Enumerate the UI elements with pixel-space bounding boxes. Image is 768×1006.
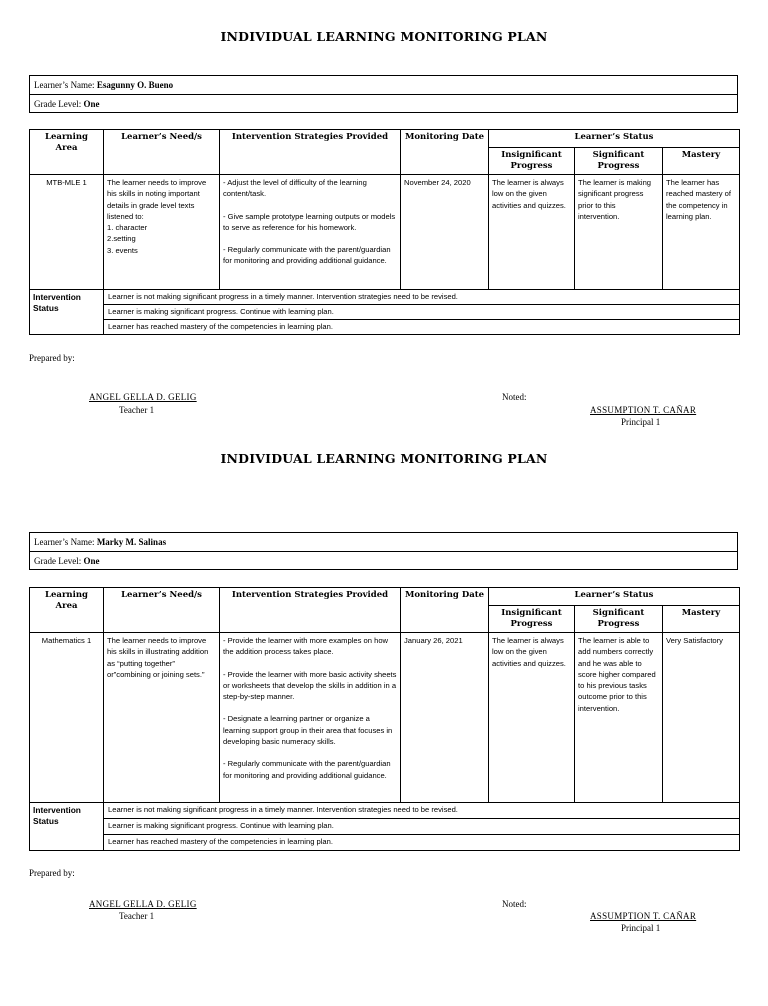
need-item: 2.setting xyxy=(107,234,136,244)
principal-role: Principal 1 xyxy=(621,923,661,933)
principal-name: ASSUMPTION T. CAÑAR xyxy=(590,911,697,921)
principal-role: Principal 1 xyxy=(621,417,661,427)
header-learner-status: Learner’s Status xyxy=(489,130,740,148)
status-option-continue: Learner is making significant progress. Continue with learning plan. xyxy=(104,819,740,835)
header-insignificant-progress: Insignificant Progress xyxy=(489,148,575,175)
grade-level-label: Grade Level: xyxy=(34,99,82,109)
header-strategies: Intervention Strategies Provided xyxy=(220,588,401,633)
header-significant-progress: Significant Progress xyxy=(575,148,663,175)
strategy-item: - Provide the learner with more examples on how the addition process takes place. xyxy=(223,636,389,657)
learner-name-row xyxy=(30,76,737,94)
insignificant-cell: The learner is always low on the given activities and quizzes. xyxy=(489,175,575,290)
strategy-item: - Designate a learning partner or organize a learning support group in their area that focuses in developing basic numeracy skills. xyxy=(223,714,393,747)
header-learning-area: Learning Area xyxy=(30,130,104,175)
mastery-cell: The learner has reached mastery of the competency in learning plan. xyxy=(663,175,740,290)
header-needs: Learner’s Need/s xyxy=(104,130,220,175)
noted-label: Noted: xyxy=(502,392,527,402)
significant-cell: The learner is able to add numbers correctly and he was able to score higher compared to his previous tasks outcome prior to this intervention. xyxy=(575,633,663,803)
monitoring-date-cell: November 24, 2020 xyxy=(401,175,489,290)
grade-level-value: One xyxy=(83,556,100,566)
insignificant-cell: The learner is always low on the given activities and quizzes. xyxy=(489,633,575,803)
header-significant-progress: Significant Progress xyxy=(575,606,663,633)
plan-title: INDIVIDUAL LEARNING MONITORING PLAN xyxy=(220,29,548,44)
monitoring-table xyxy=(29,587,740,851)
intervention-status-label: Intervention Status xyxy=(30,803,104,851)
prepared-by-label: Prepared by: xyxy=(29,868,75,878)
need-item: 3. events xyxy=(107,245,138,255)
learner-name-value: Esagunny O. Bueno xyxy=(96,80,174,90)
principal-name: ASSUMPTION T. CAÑAR xyxy=(590,405,697,415)
table-row xyxy=(30,633,740,803)
intervention-status-label: Intervention Status xyxy=(30,290,104,335)
status-option-revise: Learner is not making significant progress in a timely manner. Intervention strategies need to be revised. xyxy=(104,290,740,305)
needs-cell xyxy=(104,175,220,290)
mastery-cell: Very Satisfactory xyxy=(663,633,740,803)
need-item: 1. character xyxy=(107,223,148,233)
header-learning-area: Learning Area xyxy=(30,588,104,633)
plan-title: INDIVIDUAL LEARNING MONITORING PLAN xyxy=(220,451,548,466)
teacher-role: Teacher 1 xyxy=(119,911,155,921)
learner-name-label: Learner’s Name: xyxy=(34,80,95,90)
learning-area-cell: MTB-MLE 1 xyxy=(30,175,104,290)
grade-level-value: One xyxy=(83,99,100,109)
teacher-role: Teacher 1 xyxy=(119,405,155,415)
teacher-name: ANGEL GELLA D. GELIG xyxy=(89,392,197,402)
prepared-by-label: Prepared by: xyxy=(29,353,75,363)
teacher-name: ANGEL GELLA D. GELIG xyxy=(89,899,197,909)
learner-info-box xyxy=(29,532,738,570)
learner-name-row xyxy=(30,533,737,551)
learner-name-label: Learner’s Name: xyxy=(34,537,95,547)
table-row xyxy=(30,175,740,290)
status-option-revise: Learner is not making significant progress in a timely manner. Intervention strategies need to be revised. xyxy=(104,803,740,819)
strategy-item: - Give sample prototype learning outputs or models to serve as reference for his homework. xyxy=(223,211,396,232)
strategy-item: - Regularly communicate with the parent/guardian for monitoring and providing additional guidance. xyxy=(223,245,391,266)
status-option-mastery: Learner has reached mastery of the competencies in learning plan. xyxy=(104,320,740,335)
needs-cell xyxy=(104,633,220,803)
strategy-item: - Regularly communicate with the parent/guardian for monitoring and providing additional guidance. xyxy=(223,759,391,780)
status-option-continue: Learner is making significant progress. Continue with learning plan. xyxy=(104,305,740,320)
header-monitoring-date: Monitoring Date xyxy=(401,130,489,175)
monitoring-table xyxy=(29,129,740,335)
grade-level-label: Grade Level: xyxy=(34,556,82,566)
header-monitoring-date: Monitoring Date xyxy=(401,588,489,633)
header-learner-status: Learner’s Status xyxy=(489,588,740,606)
strategy-item: - Provide the learner with more basic activity sheets or worksheets that develop the skills in addition in a step-by-step manner. xyxy=(223,669,397,702)
monitoring-date-cell: January 26, 2021 xyxy=(401,633,489,803)
strategies-cell xyxy=(220,633,401,803)
header-mastery: Mastery xyxy=(663,606,740,633)
learner-name-value: Marky M. Salinas xyxy=(96,537,167,547)
header-insignificant-progress: Insignificant Progress xyxy=(489,606,575,633)
need-text: The learner needs to improve his skills in noting important details in grade level texts listened to: xyxy=(107,178,207,221)
grade-level-row xyxy=(30,94,737,112)
header-needs: Learner’s Need/s xyxy=(104,588,220,633)
strategies-cell xyxy=(220,175,401,290)
significant-cell: The learner is making significant progress prior to this intervention. xyxy=(575,175,663,290)
header-strategies: Intervention Strategies Provided xyxy=(220,130,401,175)
need-text: The learner needs to improve his skills in illustrating addition as “putting together” or”combining or joining sets.” xyxy=(107,636,209,679)
learner-info-box xyxy=(29,75,738,113)
grade-level-row xyxy=(30,551,737,569)
learning-area-cell: Mathematics 1 xyxy=(30,633,104,803)
strategy-item: - Adjust the level of difficulty of the learning content/task. xyxy=(223,178,367,199)
noted-label: Noted: xyxy=(502,899,527,909)
header-mastery: Mastery xyxy=(663,148,740,175)
status-option-mastery: Learner has reached mastery of the competencies in learning plan. xyxy=(104,835,740,851)
